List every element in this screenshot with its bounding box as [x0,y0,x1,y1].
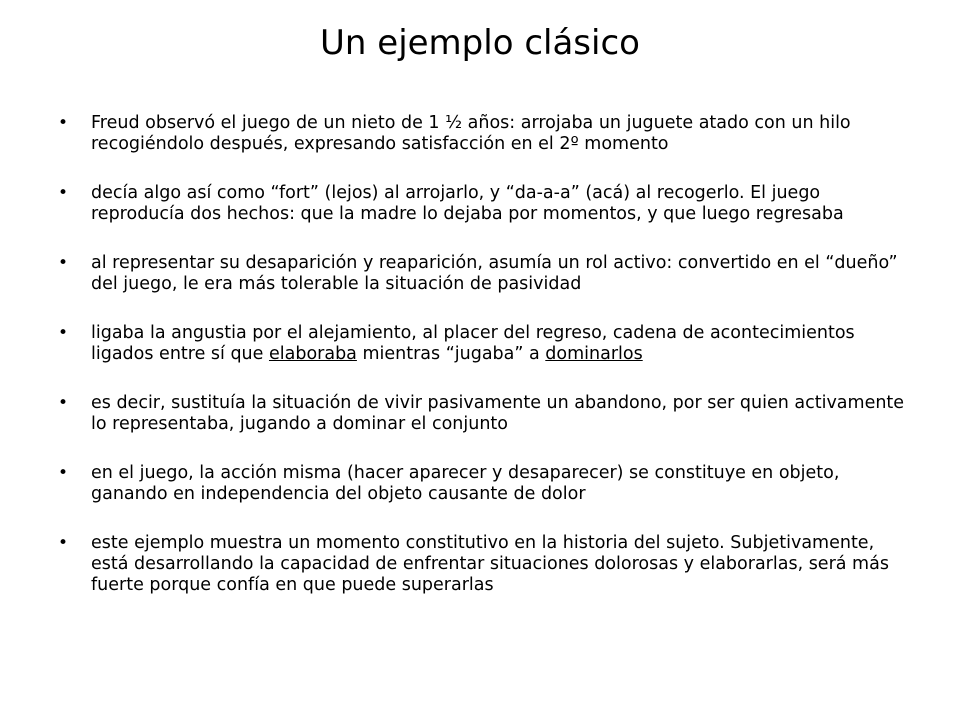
bullet-item [56,253,906,295]
bullet-text-part: mientras “jugaba” a [356,344,546,364]
bullet-marker: • [58,113,69,133]
slide-title: Un ejemplo clásico [320,23,640,63]
bullet-marker: • [58,393,69,413]
bullet-text: en el juego, la acción misma (hacer aparecer y desaparecer) se constituye en objeto, ganando en independencia del objeto causante de dolor [91,463,840,504]
underlined-word-elaboraba: elaboraba [268,344,357,364]
bullet-item [56,393,906,435]
bullet-list [56,113,906,596]
bullet-text: este ejemplo muestra un momento constitutivo en la historia del sujeto. Subjetivamente, está desarrollando la capacidad de enfrentar situaciones dolorosas y elaborarlas, será más fuerte porque confía en que puede superarlas [91,533,889,595]
bullet-marker: • [58,253,69,273]
bullet-item [56,323,906,365]
bullet-text: al representar su desaparición y reaparición, asumía un rol activo: convertido en el “dueño” del juego, le era más tolerable la situación de pasividad [91,253,898,294]
bullet-text-part: ligaba la angustia por el alejamiento, al placer del regreso, cadena de acontecimientos ligados entre sí que [91,323,855,364]
bullet-marker: • [58,463,69,483]
bullet-text: Freud observó el juego de un nieto de 1 ½ años: arrojaba un juguete atado con un hilo recogiéndolo después, expresando satisfacción en el 2º momento [91,113,851,154]
bullet-text [91,323,855,364]
bullet-marker: • [58,183,69,203]
bullet-item [56,533,906,596]
bullet-text: es decir, sustituía la situación de vivir pasivamente un abandono, por ser quien activamente lo representaba, jugando a dominar el conjunto [91,393,905,434]
bullet-item [56,113,906,155]
bullet-text: decía algo así como “fort” (lejos) al arrojarlo, y “da-a-a” (acá) al recogerlo. El juego reproducía dos hechos: que la madre lo dejaba por momentos, y que luego regresaba [91,183,844,224]
bullet-marker: • [58,323,69,343]
underlined-word-dominarlos: dominarlos [545,344,643,364]
bullet-marker: • [58,533,69,553]
bullet-item [56,183,906,225]
bullet-item [56,463,906,505]
